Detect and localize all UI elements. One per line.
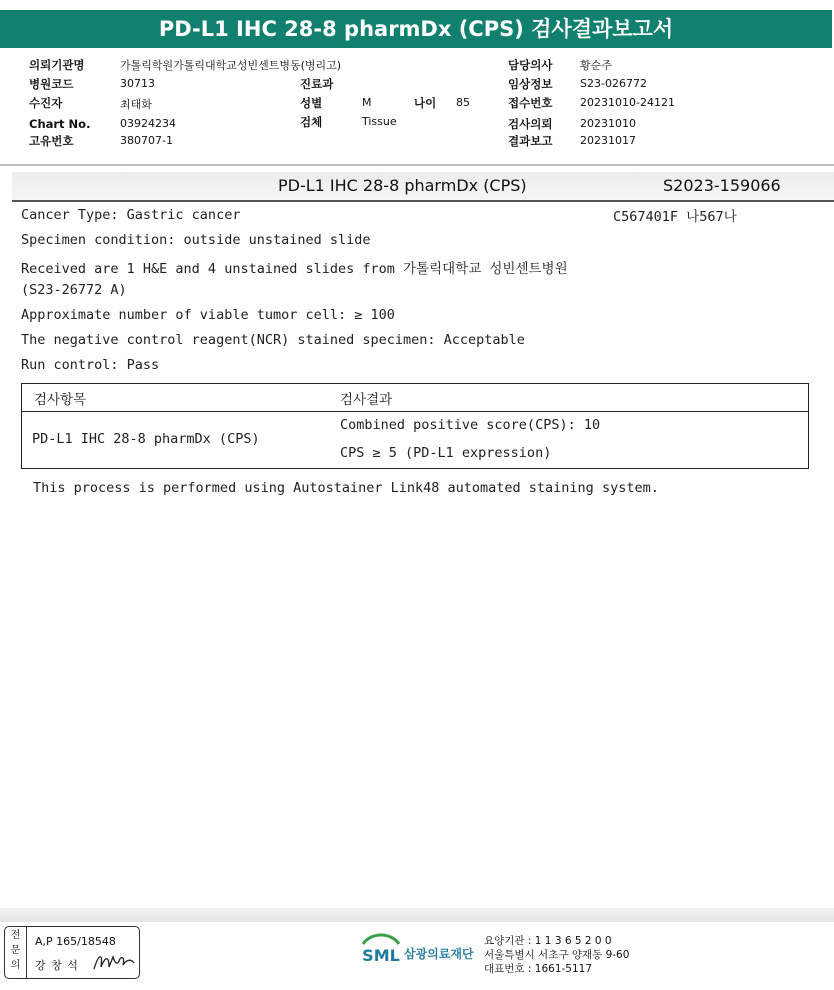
request-date-value: 20231010: [580, 117, 636, 130]
stamp-label-text: [5, 930, 26, 972]
age-label: 나이: [414, 96, 437, 110]
org-name: 삼광의료재단: [404, 947, 474, 961]
stamp-ap: A,P 165/18548: [35, 935, 116, 948]
clinical-info-value: S23-026772: [580, 77, 647, 90]
age-value: 85: [456, 96, 470, 109]
finding-line: (S23-26772 A): [21, 282, 127, 298]
footer-band: [0, 908, 834, 922]
patient-value: 최태화: [120, 98, 152, 111]
request-date-label: 검사의뢰: [508, 117, 553, 131]
pathologist-stamp: [4, 926, 140, 979]
test-name: PD-L1 IHC 28-8 pharmDx (CPS): [278, 176, 527, 195]
table-item-cell: PD-L1 IHC 28-8 pharmDx (CPS): [32, 431, 260, 447]
sex-value: M: [362, 96, 372, 109]
test-code: S2023-159066: [663, 176, 781, 195]
finding-line: Cancer Type: Gastric cancer: [21, 207, 241, 223]
svg-text:SML: SML: [362, 946, 400, 965]
org-code: 요양기관 : 1 1 3 6 5 2 0 0: [484, 935, 612, 947]
org-phone: 대표번호 : 1661-5117: [484, 963, 593, 975]
report-date-label: 결과보고: [508, 134, 553, 148]
patient-label: 수진자: [29, 96, 63, 110]
doctor-label: 담당의사: [508, 58, 553, 72]
receipt-no-value: 20231010-24121: [580, 96, 675, 109]
receipt-no-label: 접수번호: [508, 96, 553, 110]
result-table: [21, 383, 809, 469]
finding-line: Specimen condition: outside unstained slide: [21, 232, 371, 248]
test-sub-code: C567401F 나567나: [613, 209, 737, 225]
stamp-label: [5, 927, 27, 978]
institution-value: 가톨릭학원가톨릭대학교성빈센트병동(병리고): [120, 59, 342, 72]
table-header-item: 검사항목: [34, 392, 87, 408]
finding-line: Approximate number of viable tumor cell: ≥ 100: [21, 307, 395, 323]
table-result-line1: Combined positive score(CPS): 10: [340, 417, 601, 433]
unique-no-value: 380707-1: [120, 134, 173, 147]
doctor-value: 황순주: [580, 59, 612, 72]
org-address: 서울특별시 서초구 양재동 9-60: [484, 949, 630, 961]
unique-no-label: 고유번호: [29, 134, 74, 148]
finding-line: Run control: Pass: [21, 357, 160, 373]
table-result-line2: CPS ≥ 5 (PD-L1 expression): [340, 445, 552, 461]
header-divider: [0, 164, 834, 166]
specimen-value: Tissue: [362, 115, 397, 128]
process-note: This process is performed using Autostainer Link48 automated staining system.: [33, 480, 659, 496]
report-date-value: 20231017: [580, 134, 636, 147]
finding-line: The negative control reagent(NCR) stained specimen: Acceptable: [21, 332, 525, 348]
signature-image: [91, 949, 137, 975]
hospital-code-label: 병원코드: [29, 77, 74, 91]
test-header-underline: [12, 200, 834, 202]
finding-line: Received are 1 H&E and 4 unstained slides from 가톨릭대학교 성빈센트병원: [21, 261, 568, 277]
report-title: PD-L1 IHC 28-8 pharmDx (CPS) 검사결과보고서: [0, 10, 832, 48]
sml-logo-icon: [357, 930, 405, 974]
stamp-name: 강 창 석: [35, 959, 79, 972]
chart-no-value: 03924234: [120, 117, 176, 130]
stamp-label-char: 의: [10, 960, 21, 971]
table-header-result: 검사결과: [340, 392, 393, 408]
stamp-label-char: 전: [10, 930, 21, 941]
chart-no-label: Chart No.: [29, 117, 91, 131]
table-header-divider: [22, 411, 808, 412]
hospital-code-value: 30713: [120, 77, 155, 90]
stamp-label-char: 문: [10, 945, 21, 956]
sex-label: 성별: [300, 96, 323, 110]
institution-label: 의뢰기관명: [29, 58, 85, 72]
clinical-info-label: 임상정보: [508, 77, 553, 91]
department-label: 진료과: [300, 77, 334, 91]
specimen-label: 검체: [300, 115, 323, 129]
